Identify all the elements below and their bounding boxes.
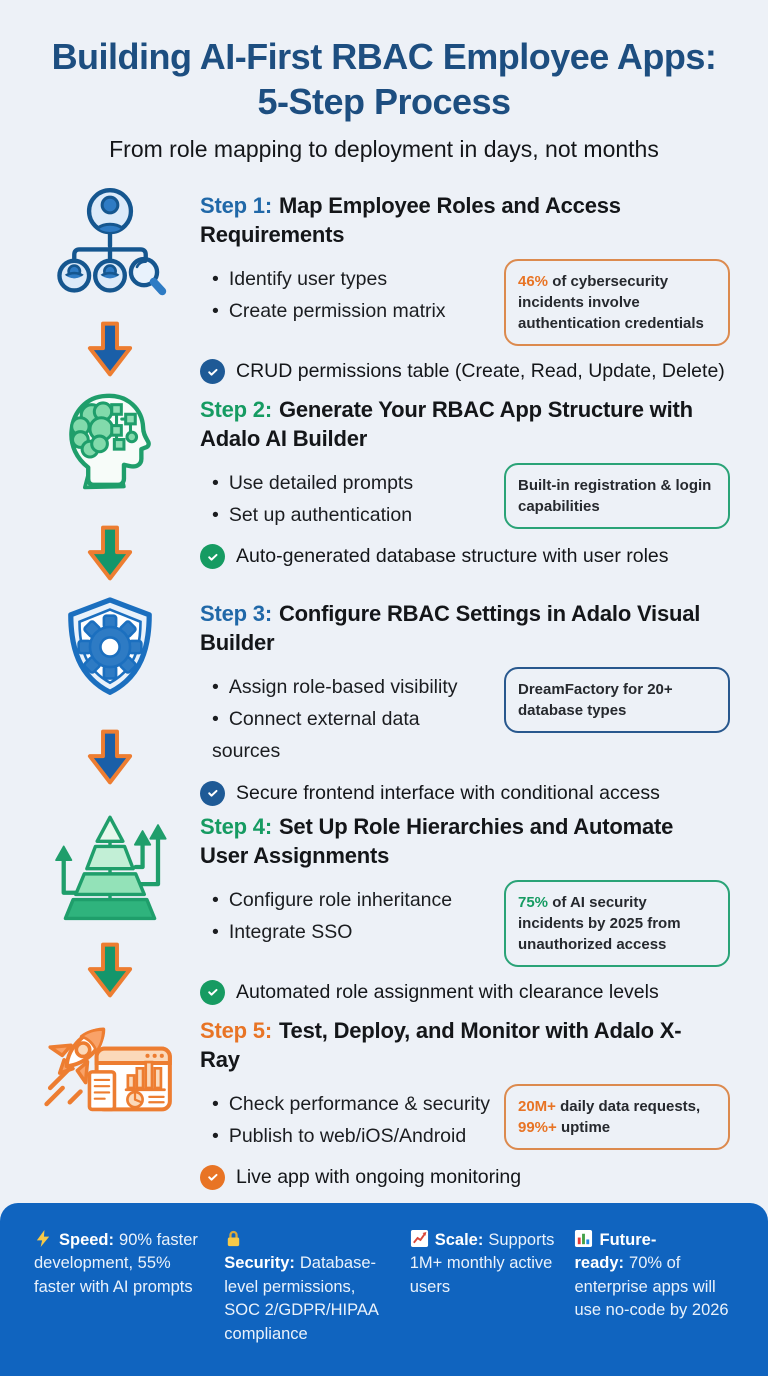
callout-text: of AI security incidents by 2025 from unauthorized access: [518, 893, 681, 953]
step-5-label: Step 5:: [200, 1017, 272, 1043]
shield-gear-icon: [50, 593, 170, 715]
page-subtitle: From role mapping to deployment in days, not months: [109, 136, 659, 162]
step-4-result-text: Automated role assignment with clearance levels: [236, 980, 659, 1003]
arrow-down-icon: [84, 525, 136, 581]
step-2-content: [200, 389, 730, 569]
check-icon: [200, 359, 225, 384]
bullet-item: • Assign role-based visibility: [212, 671, 492, 703]
callout-highlight: 20M+: [518, 1097, 556, 1115]
step-5-content: [200, 1010, 730, 1190]
stat-label: Speed:: [59, 1230, 115, 1249]
step-1-result: [200, 359, 730, 384]
step-row-5: [34, 1010, 730, 1190]
bullet-item: • Create permission matrix: [212, 295, 446, 327]
step-2-body: [200, 463, 730, 531]
line-chart-icon: [410, 1229, 429, 1248]
stat-text: 90% faster development, 55% faster with AI prompts: [34, 1230, 198, 1296]
bullet-item: • Identify user types: [212, 263, 446, 295]
check-icon: [200, 781, 225, 806]
bullet-item: • Integrate SSO: [212, 916, 452, 948]
step-5-icon-column: [34, 1010, 186, 1132]
step-row-3: [34, 593, 730, 806]
step-2-result: [200, 544, 730, 569]
header: [0, 0, 768, 163]
stat-label: Future-ready:: [574, 1230, 657, 1273]
step-row-4: [34, 806, 730, 1010]
stat-callout: [504, 259, 730, 346]
steps-list: [0, 163, 768, 1190]
arrow-down-icon: [84, 942, 136, 998]
stat-label: Scale:: [434, 1230, 484, 1249]
step-1-heading: [200, 191, 720, 249]
callout-highlight: 46%: [518, 273, 549, 291]
step-3-icon-column: [34, 593, 186, 797]
ai-head-icon: [50, 389, 170, 511]
step-5-result: [200, 1165, 730, 1190]
step-2-bullets: [200, 467, 413, 531]
callout-highlight: 75%: [518, 893, 549, 911]
lightning-icon: [34, 1229, 53, 1248]
step-5-title: Test, Deploy, and Monitor with Adalo X-Ray: [200, 1017, 682, 1072]
step-4-icon-column: [34, 806, 186, 1010]
step-3-heading: [200, 599, 720, 657]
check-icon: [200, 544, 225, 569]
stat-callout: [504, 880, 730, 967]
callout-text: of cybersecurity incidents involve authentication credentials: [518, 273, 704, 333]
step-3-content: [200, 593, 730, 806]
check-icon: [200, 1165, 225, 1190]
step-3-result-text: Secure frontend interface with conditional access: [236, 781, 660, 804]
step-2-result-text: Auto-generated database structure with user roles: [236, 545, 669, 568]
step-4-title: Set Up Role Hierarchies and Automate User Assignments: [200, 813, 674, 868]
callout-text: daily data requests,: [555, 1097, 701, 1115]
stat-callout: [504, 1084, 730, 1150]
stat-label: Security:: [224, 1254, 295, 1273]
callout-text: uptime: [556, 1118, 611, 1136]
arrow-down-icon: [84, 729, 136, 785]
step-2-label: Step 2:: [200, 397, 272, 422]
step-5-bullets: [200, 1088, 490, 1152]
step-5-heading: [200, 1016, 720, 1074]
rocket-dashboard-icon: [43, 1010, 177, 1132]
step-5-result-text: Live app with ongoing monitoring: [236, 1165, 522, 1188]
step-4-bullets: [200, 884, 452, 948]
footer-stats-bar: [0, 1203, 768, 1376]
step-3-label: Step 3:: [200, 601, 272, 626]
bullet-item: • Check performance & security: [212, 1088, 490, 1120]
lock-icon: [224, 1229, 243, 1248]
stat-item-security: [224, 1229, 391, 1346]
bullet-item: • Publish to web/iOS/Android: [212, 1120, 490, 1152]
step-4-content: [200, 806, 730, 1005]
arrow-down-icon: [84, 321, 136, 377]
stat-text: Database-level permissions, SOC 2/GDPR/HIPAA compliance: [224, 1254, 379, 1343]
step-3-bullets: [200, 671, 492, 768]
bar-chart-icon: [574, 1229, 593, 1248]
step-4-label: Step 4:: [200, 813, 272, 839]
step-5-body: [200, 1084, 730, 1152]
page-title: Building AI-First RBAC Employee Apps: 5-Step Process: [51, 36, 717, 122]
step-3-body: [200, 667, 730, 768]
step-4-heading: [200, 812, 720, 870]
stat-callout: [504, 463, 730, 529]
step-row-2: [34, 389, 730, 593]
stat-text: Supports 1M+ monthly active users: [409, 1230, 555, 1296]
step-3-title: Configure RBAC Settings in Adalo Visual Builder: [200, 601, 701, 656]
step-2-heading: [200, 395, 720, 453]
check-icon: [200, 980, 225, 1005]
stat-item-speed: [34, 1229, 206, 1346]
bullet-item: • Configure role inheritance: [212, 884, 452, 916]
callout-text: DreamFactory for 20+ database types: [518, 681, 673, 720]
step-1-bullets: [200, 263, 446, 327]
step-1-body: [200, 259, 730, 346]
org-chart-icon: [50, 185, 170, 307]
step-1-label: Step 1:: [200, 193, 272, 218]
callout-highlight: 99%+: [518, 1118, 557, 1136]
step-1-content: [200, 185, 730, 384]
stat-item-scale: [410, 1229, 557, 1346]
hierarchy-pyramid-icon: [50, 806, 170, 928]
stat-text: 70% of enterprise apps will use no-code by 2026: [574, 1254, 729, 1320]
step-2-icon-column: [34, 389, 186, 593]
stat-callout: [504, 667, 730, 733]
bullet-item: • Connect external data sources: [212, 703, 492, 767]
step-2-title: Generate Your RBAC App Structure with Adalo AI Builder: [200, 397, 693, 452]
step-1-title: Map Employee Roles and Access Requirements: [200, 193, 621, 248]
step-4-body: [200, 880, 730, 967]
step-1-result-text: CRUD permissions table (Create, Read, Update, Delete): [236, 360, 725, 383]
callout-text: Built-in registration & login capabilities: [518, 477, 712, 516]
step-3-result: [200, 781, 730, 806]
step-row-1: [34, 185, 730, 389]
step-4-result: [200, 980, 730, 1005]
bullet-item: • Set up authentication: [212, 499, 413, 531]
stat-item-future-ready: [574, 1229, 734, 1346]
bullet-item: • Use detailed prompts: [212, 467, 413, 499]
step-1-icon-column: [34, 185, 186, 389]
